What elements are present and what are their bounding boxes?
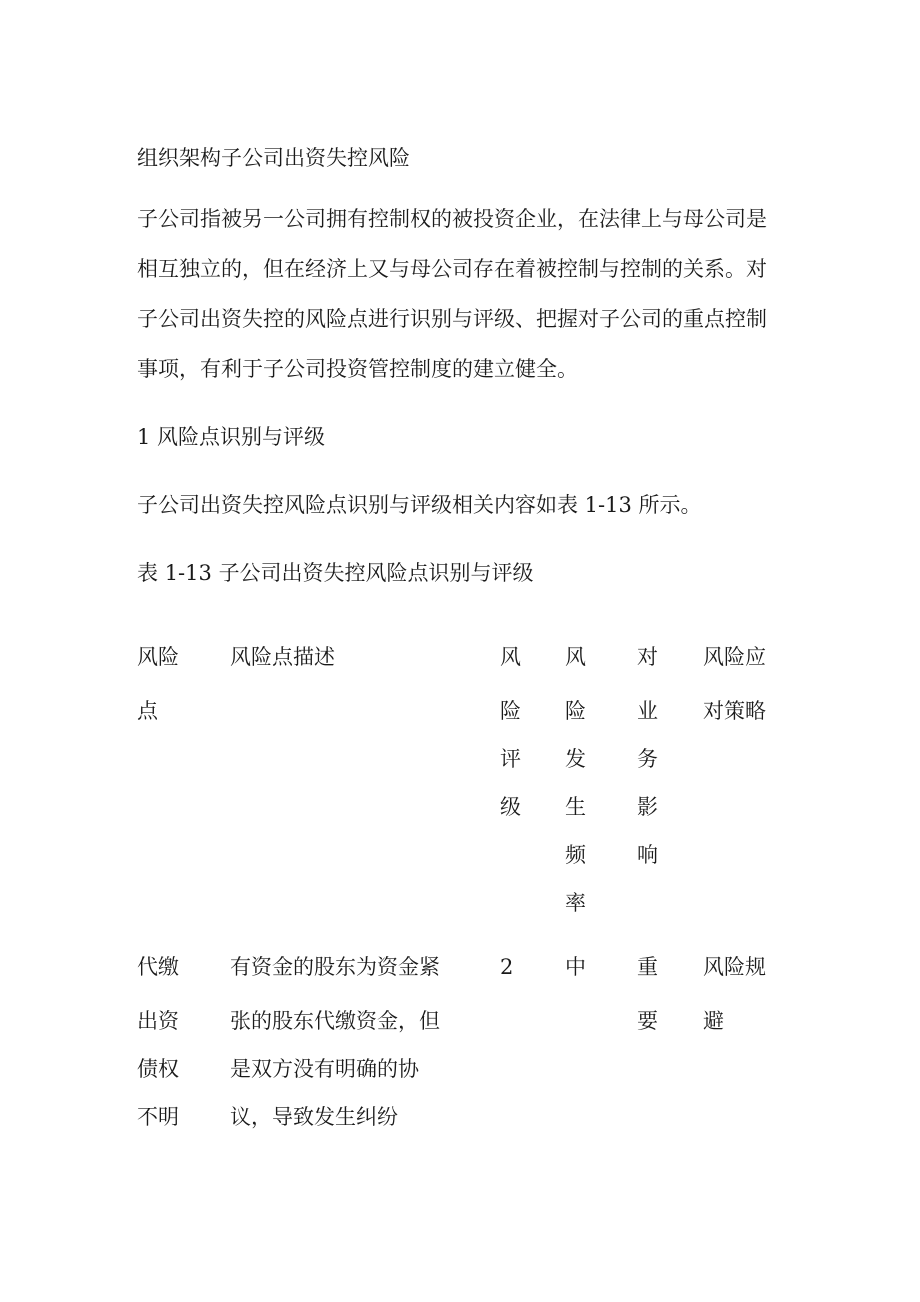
header-text: 业 [637,699,658,723]
cell-text: 债权 [137,1057,179,1081]
cell-text: 要 [637,1009,658,1033]
header-text: 风险点描述 [230,645,335,669]
header-text: 险 [500,699,521,723]
intro-line: 子公司指被另一公司拥有控制权的被投资企业，在法律上与母公司是 [137,207,767,231]
intro-line: 事项，有利于子公司投资管控制度的建立健全。 [137,357,578,381]
header-text: 级 [500,795,521,819]
cell-text: 是双方没有明确的协 [230,1057,419,1081]
table-caption-prefix: 表 [137,561,158,585]
header-text: 率 [565,891,586,915]
intro-line: 子公司出资失控的风险点进行识别与评级、把握对子公司的重点控制 [137,307,767,331]
cell-text: 代缴 [137,955,179,979]
header-description [230,644,335,698]
header-text: 响 [637,843,658,867]
cell-text: 议，导致发生纠纷 [230,1105,398,1129]
cell-frequency [565,954,586,1008]
header-text: 风 [500,645,521,669]
intro-line: 相互独立的，但在经济上又与母公司存在着被控制与控制的关系。对 [137,257,767,281]
cell-text: 中 [565,955,586,979]
cell-rating [500,954,513,1008]
header-text: 风险 [137,645,179,669]
table-caption-number: 1-13 [164,561,212,585]
section-title: 1 风险点识别与评级 [137,425,326,449]
cell-text: 风险规 [703,955,766,979]
cell-strategy [703,954,766,1056]
header-text: 务 [637,747,658,771]
header-text: 频 [565,843,586,867]
header-text: 评 [500,747,521,771]
header-strategy [703,644,766,746]
header-risk-point [137,644,179,746]
header-text: 对策略 [703,699,766,723]
cell-description [230,954,440,1152]
intro-paragraph [137,194,797,394]
cell-text: 不明 [137,1105,179,1129]
cell-text: 有资金的股东为资金紧 [230,955,440,979]
header-text: 影 [637,795,658,819]
cell-risk-point [137,954,179,1152]
cell-text: 重 [637,955,658,979]
header-text: 生 [565,795,586,819]
cell-text: 出资 [137,1009,179,1033]
cell-impact [637,954,658,1056]
header-text: 风险应 [703,645,766,669]
header-text: 风 [565,645,586,669]
document-heading: 组织架构子公司出资失控风险 [137,146,410,170]
table-reference-text: 子公司出资失控风险点识别与评级相关内容如表 1-13 所示。 [137,493,702,517]
cell-text: 张的股东代缴资金，但 [230,1009,440,1033]
cell-text: 避 [703,1009,724,1033]
header-text: 对 [637,645,658,669]
header-impact [637,644,658,890]
header-text: 发 [565,747,586,771]
header-text: 点 [137,699,158,723]
cell-text: 2 [500,955,514,979]
header-frequency [565,644,586,938]
header-rating [500,644,521,842]
table-caption [137,560,534,586]
header-text: 险 [565,699,586,723]
table-caption-title: 子公司出资失控风险点识别与评级 [218,561,534,585]
